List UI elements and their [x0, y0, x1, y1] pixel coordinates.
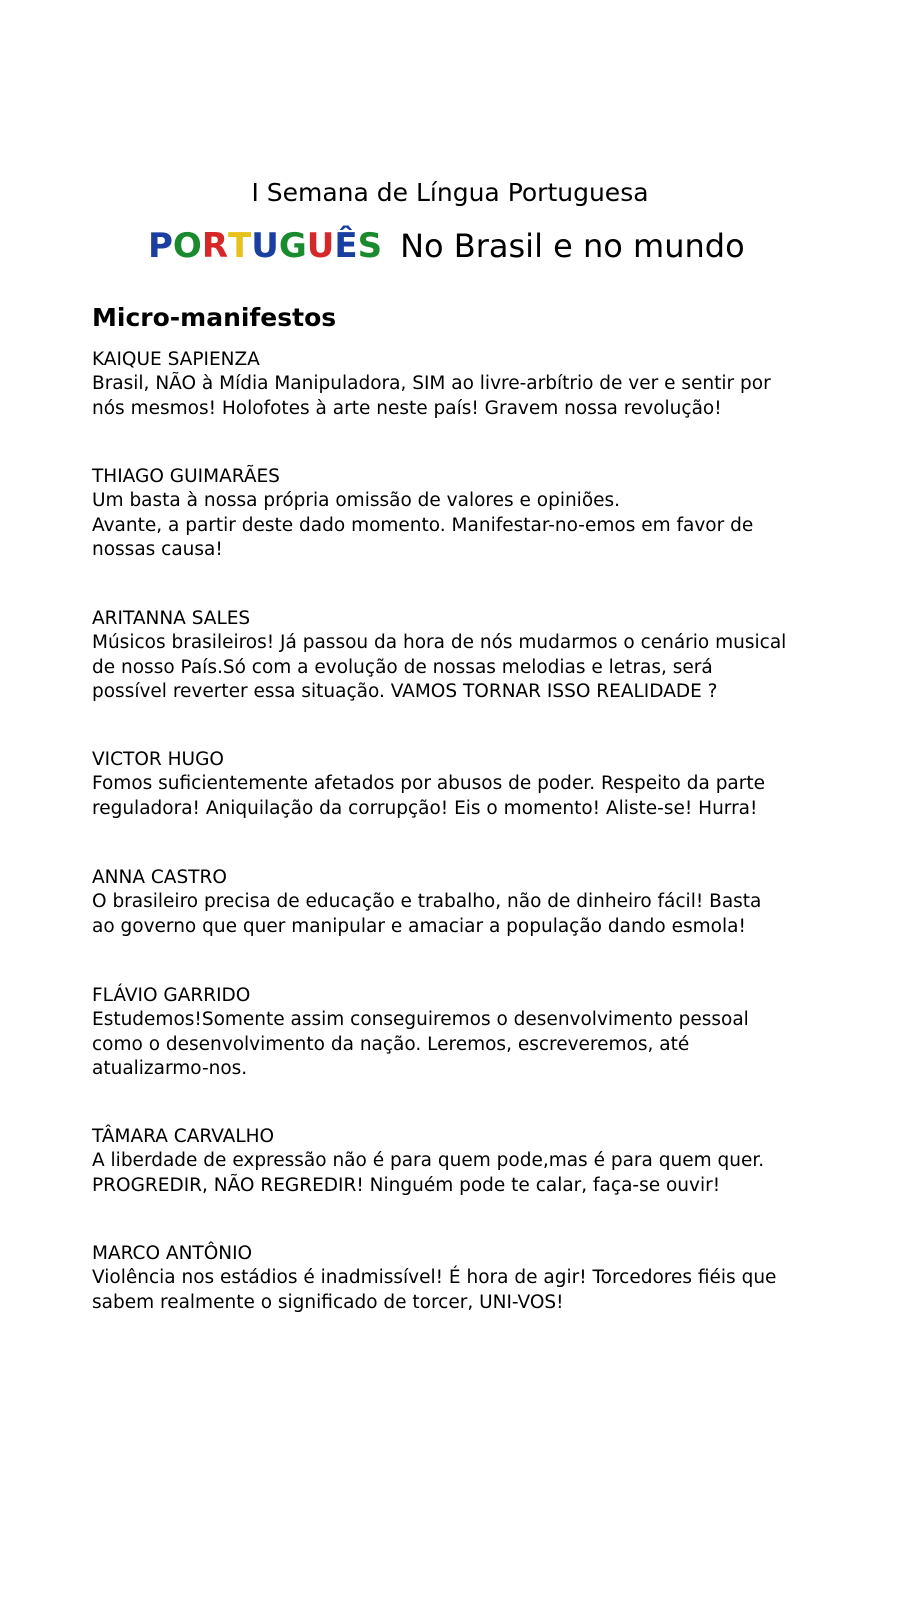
portugues-logo	[148, 226, 382, 266]
manifesto-author: ANNA CASTRO	[92, 867, 227, 888]
logo-letter: S	[357, 226, 383, 266]
manifesto-text-line: nós mesmos! Holofotes à arte neste país! Gravem nossa revolução!	[92, 397, 722, 419]
manifesto-entry	[92, 348, 822, 421]
subtitle: No Brasil e no mundo	[400, 227, 745, 265]
manifesto-text-line: de nosso País.Só com a evolução de nossas melodias e letras, será	[92, 656, 713, 678]
logo-letter: Ê	[334, 226, 358, 266]
manifesto-author: TÂMARA CARVALHO	[92, 1126, 275, 1147]
manifesto-text-line: Estudemos!Somente assim conseguiremos o desenvolvimento pessoal	[92, 1009, 749, 1030]
manifesto-entry	[92, 607, 822, 705]
logo-letter: O	[172, 226, 202, 266]
section-title: Micro-manifestos	[92, 303, 337, 332]
manifesto-text-line: ao governo que quer manipular e amaciar a população dando esmola!	[92, 915, 746, 937]
manifesto-author: ARITANNA SALES	[92, 608, 251, 629]
logo-letter: U	[306, 226, 335, 266]
manifesto-text-line: reguladora! Aniquilação da corrupção! Eis o momento! Aliste-se! Hurra!	[92, 797, 758, 819]
manifesto-entry	[92, 748, 822, 821]
manifesto-entry	[92, 866, 822, 939]
manifesto-author: THIAGO GUIMARÃES	[92, 466, 280, 487]
manifesto-text-line: Fomos suficientemente afetados por abusos de poder. Respeito da parte	[92, 773, 766, 794]
manifesto-text-line: O brasileiro precisa de educação e trabalho, não de dinheiro fácil! Basta	[92, 891, 762, 912]
manifesto-entry	[92, 1125, 822, 1198]
logo-letter: R	[201, 226, 229, 266]
manifesto-text-line: Violência nos estádios é inadmissível! É hora de agir! Torcedores fiéis que	[92, 1267, 777, 1288]
manifesto-text-line: Músicos brasileiros! Já passou da hora de nós mudarmos o cenário musical	[92, 632, 787, 653]
manifesto-text-line: nossas causa!	[92, 539, 223, 560]
manifesto-entry	[92, 465, 822, 563]
header-line	[148, 226, 745, 266]
manifesto-author: FLÁVIO GARRIDO	[92, 985, 251, 1006]
manifesto-entry	[92, 1242, 822, 1315]
logo-letter: T	[228, 226, 252, 266]
manifesto-text-line: sabem realmente o significado de torcer, UNI-VOS!	[92, 1291, 564, 1313]
event-title: I Semana de Língua Portuguesa	[251, 178, 649, 207]
manifesto-author: VICTOR HUGO	[92, 749, 224, 770]
manifesto-entry	[92, 984, 822, 1082]
logo-letter: U	[251, 226, 279, 266]
manifesto-text-line: Um basta à nossa própria omissão de valores e opiniões.	[92, 490, 621, 511]
manifesto-author: KAIQUE SAPIENZA	[92, 349, 260, 370]
manifesto-text-line: PROGREDIR, NÃO REGREDIR! Ninguém pode te calar, faça-se ouvir!	[92, 1174, 721, 1196]
logo-letter: P	[148, 226, 173, 266]
manifesto-author: MARCO ANTÔNIO	[92, 1243, 253, 1264]
manifesto-text-line: como o desenvolvimento da nação. Leremos, escreveremos, até	[92, 1033, 690, 1055]
manifesto-text-line: atualizarmo-nos.	[92, 1058, 248, 1079]
manifesto-text-line: Avante, a partir deste dado momento. Manifestar-no-emos em favor de	[92, 514, 754, 536]
logo-letter: G	[278, 226, 307, 266]
manifesto-text-line: A liberdade de expressão não é para quem pode,mas é para quem quer.	[92, 1150, 765, 1171]
manifesto-text-line: possível reverter essa situação. VAMOS TORNAR ISSO REALIDADE ?	[92, 681, 718, 702]
manifesto-text-line: Brasil, NÃO à Mídia Manipuladora, SIM ao livre-arbítrio de ver e sentir por	[92, 373, 771, 394]
